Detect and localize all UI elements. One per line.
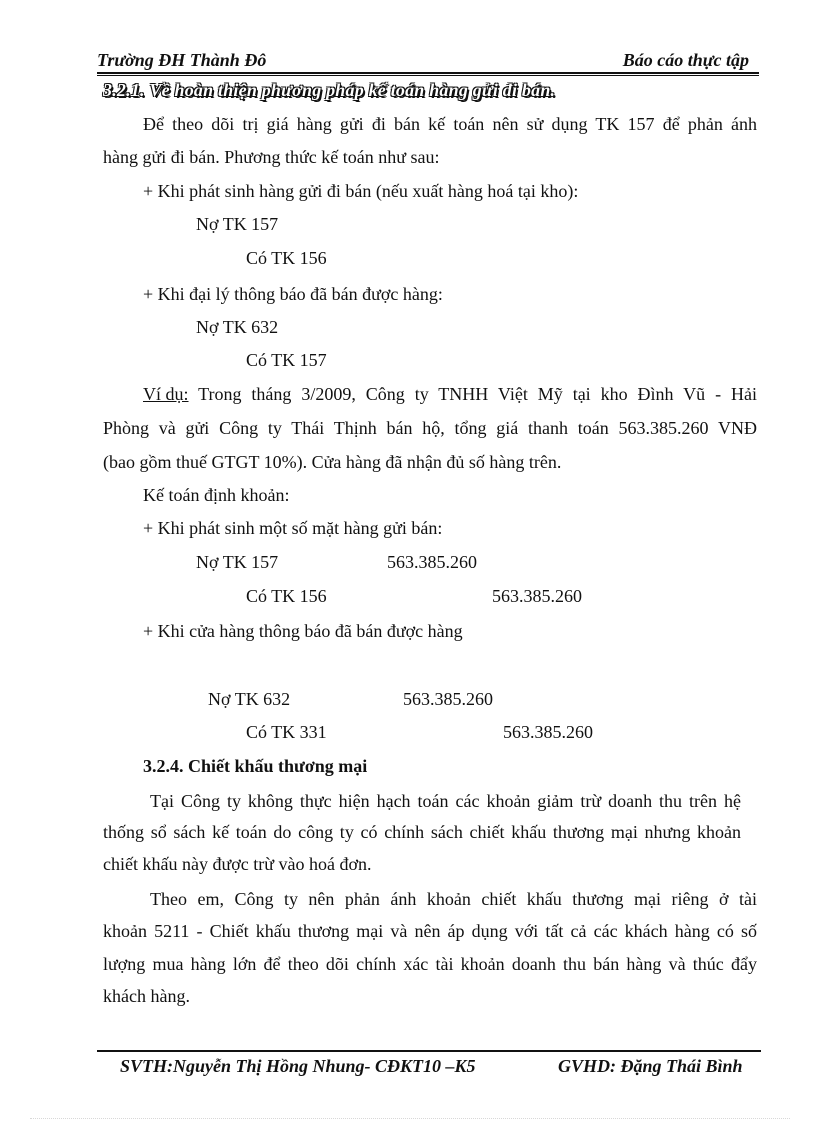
example-line1	[143, 383, 757, 405]
ex-case2-credit-amount: 563.385.260	[503, 722, 593, 742]
section-324-para1-line2: thống sổ sách kế toán do công ty có chính sách chiết khấu thương mại nhưng khoản	[103, 822, 741, 842]
section-324-para2-line2: khoản 5211 - Chiết khấu thương mại và nên áp dụng với tất cả các khách hàng có số	[103, 921, 757, 941]
ex-case2-text: + Khi cửa hàng thông báo đã bán được hàng	[143, 621, 463, 641]
header-divider	[97, 75, 759, 76]
header-report-title: Báo cáo thực tập	[622, 50, 749, 70]
case1-credit: Có TK 156	[246, 248, 327, 268]
ex-case2-credit: Có TK 331	[246, 722, 327, 742]
example-line2: Phòng và gửi Công ty Thái Thịnh bán hộ, tổng giá thanh toán 563.385.260 VNĐ	[103, 418, 757, 438]
example-line3: (bao gồm thuế GTGT 10%). Cửa hàng đã nhận đủ số hàng trên.	[103, 452, 562, 472]
section-324-para1-line1: Tại Công ty không thực hiện hạch toán các khoản giảm trừ doanh thu trên hệ	[150, 791, 741, 811]
section-324-para1-line3: chiết khấu này được trừ vào hoá đơn.	[103, 854, 372, 874]
case2-credit: Có TK 157	[246, 350, 327, 370]
header-school-name: Trường ĐH Thành Đô	[97, 50, 267, 70]
footer-student: SVTH:Nguyễn Thị Hồng Nhung- CĐKT10 –K5	[120, 1056, 476, 1076]
section-324-para2-line4: khách hàng.	[103, 986, 190, 1006]
page-bottom-border	[30, 1118, 790, 1119]
footer-divider	[97, 1050, 761, 1052]
ex-case1-credit: Có TK 156	[246, 586, 327, 606]
ex-case1-text: + Khi phát sinh một số mặt hàng gửi bán:	[143, 518, 443, 538]
case2-text: + Khi đại lý thông báo đã bán được hàng:	[143, 284, 443, 304]
example-label: Ví dụ:	[143, 384, 189, 404]
ex-case1-debit-amount: 563.385.260	[387, 552, 477, 572]
section-324-para2-line3: lượng mua hàng lớn để theo dõi chính xác tài khoản doanh thu bán hàng và thúc đẩy	[103, 954, 757, 974]
ex-case2-debit: Nợ TK 632	[208, 689, 291, 709]
case1-debit: Nợ TK 157	[196, 214, 279, 234]
example-line1-text: Trong tháng 3/2009, Công ty TNHH Việt Mỹ tại kho Đình Vũ - Hải	[188, 384, 757, 404]
ex-case2-debit-amount: 563.385.260	[403, 689, 493, 709]
case1-text: + Khi phát sinh hàng gửi đi bán (nếu xuất hàng hoá tại kho):	[143, 181, 579, 201]
page-header	[97, 48, 759, 74]
section-324-para2-line1: Theo em, Công ty nên phản ánh khoản chiết khấu thương mại riêng ở tài	[150, 889, 757, 909]
case2-debit: Nợ TK 632	[196, 317, 279, 337]
entry-label: Kế toán định khoản:	[143, 485, 290, 505]
section-324-title: 3.2.4. Chiết khấu thương mại	[143, 756, 368, 776]
section-321-para1-line1: Để theo dõi trị giá hàng gửi đi bán kế toán nên sử dụng TK 157 để phản ánh	[143, 114, 757, 134]
ex-case1-credit-amount: 563.385.260	[492, 586, 582, 606]
ex-case1-debit: Nợ TK 157	[196, 552, 279, 572]
section-321-para1-line2: hàng gửi đi bán. Phương thức kế toán như sau:	[103, 147, 440, 167]
footer-supervisor: GVHD: Đặng Thái Bình	[558, 1056, 743, 1076]
section-321-title: 3.2.1. Về hoàn thiện phương pháp kế toán hàng gửi đi bán.	[103, 80, 556, 100]
